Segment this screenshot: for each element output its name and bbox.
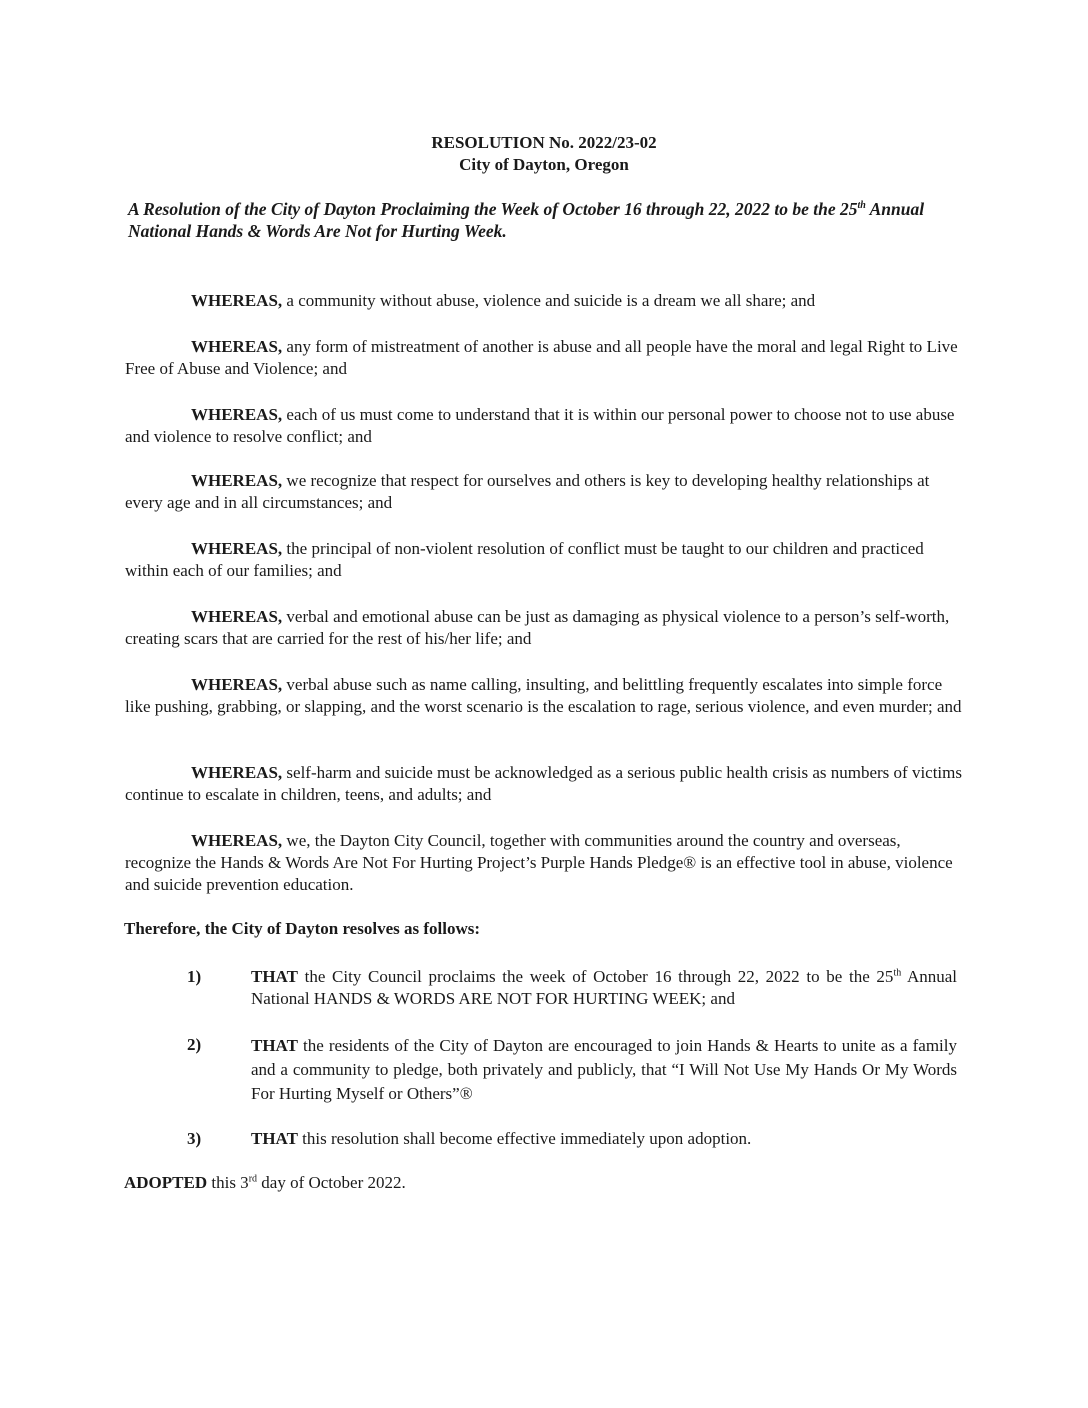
whereas-clause-8: WHEREAS, self-harm and suicide must be acknowledged as a serious public health crisis as numbers of victims continue to escalate in children, teens, and adults; and xyxy=(125,763,962,804)
city-name: City of Dayton, Oregon xyxy=(459,155,629,174)
therefore-statement: Therefore, the City of Dayton resolves as follows: xyxy=(124,919,481,938)
item-text: THAT the City Council proclaims the week of October 16 through 22, 2022 to be the 25th Annual National HANDS & WORDS ARE NOT FOR HURTING WEEK; and xyxy=(251,967,958,1008)
whereas-clause-2: WHEREAS, any form of mistreatment of another is abuse and all people have the moral and legal Right to Live Free of Abuse and Violence; and xyxy=(125,337,958,378)
that-label: THAT xyxy=(251,967,298,986)
whereas-clause-5: WHEREAS, the principal of non-violent resolution of conflict must be taught to our children and practiced within each of our families; and xyxy=(125,539,924,580)
item-number: 1) xyxy=(187,967,202,986)
whereas-clause-1: WHEREAS, a community without abuse, violence and suicide is a dream we all share; and xyxy=(191,291,816,310)
adopted-label: ADOPTED xyxy=(124,1173,208,1192)
resolution-header xyxy=(0,132,1088,176)
item-text: THAT this resolution shall become effective immediately upon adoption. xyxy=(251,1129,752,1148)
whereas-clause-6: WHEREAS, verbal and emotional abuse can be just as damaging as physical violence to a person’s self-worth, creating scars that are carried for the rest of his/her life; and xyxy=(125,607,950,648)
whereas-label: WHEREAS, xyxy=(191,291,283,310)
item-number: 3) xyxy=(187,1129,202,1148)
whereas-clause-7: WHEREAS, verbal abuse such as name calling, insulting, and belittling frequently escalates into simple force like pushing, grabbing, or slapping, and the worst scenario is the escalation to rage, serious violence, and even murder; and xyxy=(125,675,962,716)
whereas-label: WHEREAS, xyxy=(191,405,283,424)
adopted-statement: ADOPTED this 3rd day of October 2022. xyxy=(124,1173,406,1192)
whereas-label: WHEREAS, xyxy=(191,831,283,850)
resolution-number: RESOLUTION No. 2022/23-02 xyxy=(431,133,657,152)
that-label: THAT xyxy=(251,1129,298,1148)
whereas-clause-9: WHEREAS, we, the Dayton City Council, together with communities around the country and overseas, recognize the Hands & Words Are Not For Hurting Project’s Purple Hands Pledge® is an effective tool in abuse, violence and suicide prevention education. xyxy=(125,831,953,894)
whereas-label: WHEREAS, xyxy=(191,675,283,694)
whereas-label: WHEREAS, xyxy=(191,337,283,356)
item-number: 2) xyxy=(187,1035,202,1054)
whereas-label: WHEREAS, xyxy=(191,607,283,626)
that-label: THAT xyxy=(251,1036,298,1055)
whereas-clause-3: WHEREAS, each of us must come to understand that it is within our personal power to choose not to use abuse and violence to resolve conflict; and xyxy=(125,405,955,446)
resolution-subtitle: A Resolution of the City of Dayton Proclaiming the Week of October 16 through 22, 2022 to be the 25th Annual National Hands & Words Are Not for Hurting Week. xyxy=(128,199,925,241)
item-text: THAT the residents of the City of Dayton are encouraged to join Hands & Hearts to unite as a family and a community to pledge, both privately and publicly, that “I Will Not Use My Hands Or My Words For Hurting Myself or Others”® xyxy=(251,1036,957,1103)
whereas-label: WHEREAS, xyxy=(191,539,283,558)
whereas-label: WHEREAS, xyxy=(191,763,283,782)
whereas-clause-4: WHEREAS, we recognize that respect for ourselves and others is key to developing healthy relationships at every age and in all circumstances; and xyxy=(125,471,930,512)
whereas-label: WHEREAS, xyxy=(191,471,283,490)
